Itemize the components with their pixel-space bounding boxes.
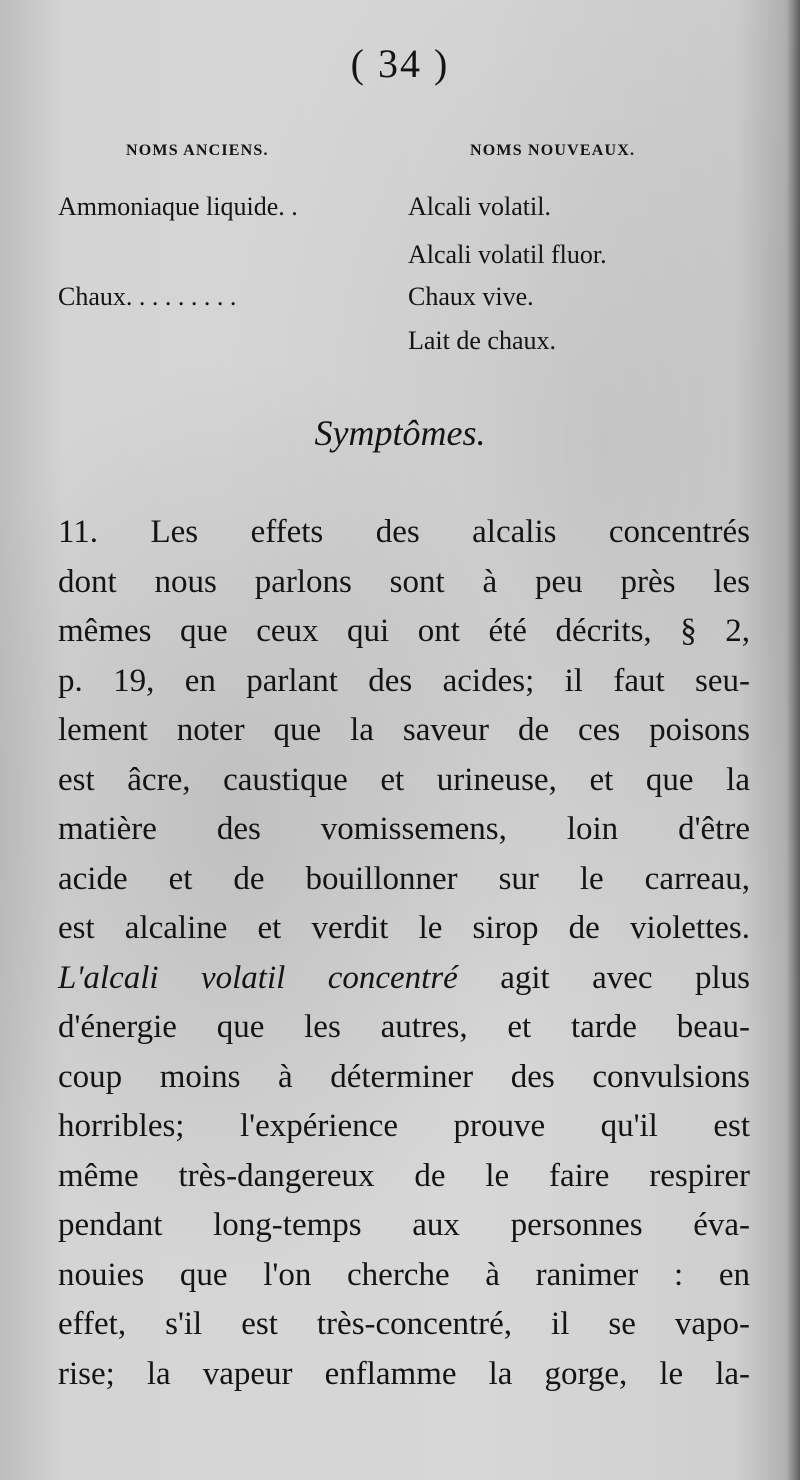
text-line: nouies que l'on cherche à ranimer : en	[58, 1256, 750, 1293]
body-paragraph	[58, 508, 750, 1399]
text-line: 11. Les effets des alcalis concentrés	[58, 514, 750, 550]
new-name: Alcali volatil fluor.	[408, 240, 607, 269]
text-line: horribles; l'expérience prouve qu'il est	[58, 1108, 750, 1144]
section-title: Symptômes.	[314, 413, 486, 453]
text-line: coup moins à déterminer des convulsions	[58, 1058, 750, 1095]
page-edge-shadow	[786, 0, 800, 1480]
text-line: rise; la vapeur enflamme la gorge, le la-	[58, 1355, 750, 1392]
old-name: Chaux. . . . . . . . .	[58, 282, 237, 311]
text-line: est alcaline et verdit le sirop de violettes.	[58, 910, 750, 946]
new-name: Chaux vive.	[408, 282, 534, 311]
text-line: mêmes que ceux qui ont été décrits, § 2,	[58, 613, 750, 649]
column-header-old-names: NOMS ANCIENS.	[126, 142, 269, 159]
column-header-new-names: NOMS NOUVEAUX.	[470, 142, 636, 159]
old-name: Ammoniaque liquide. .	[58, 192, 298, 221]
text-line: dont nous parlons sont à peu près les	[58, 563, 750, 600]
text-line: est âcre, caustique et urineuse, et que la	[58, 761, 750, 798]
italic-phrase: L'alcali volatil concentré	[58, 959, 458, 996]
text-line-italic	[58, 954, 750, 1004]
text-line: lement noter que la saveur de ces poisons	[58, 712, 750, 748]
new-name: Lait de chaux.	[408, 326, 556, 355]
page-number: ( 34 )	[350, 41, 450, 86]
text-line: p. 19, en parlant des acides; il faut seu-	[58, 662, 750, 699]
text-line: effet, s'il est très-concentré, il se vapo-	[58, 1306, 750, 1342]
text-line: même très-dangereux de le faire respirer	[58, 1157, 750, 1194]
new-name: Alcali volatil.	[408, 192, 551, 221]
line-rest: agit avec plus	[457, 959, 751, 996]
text-line: pendant long-temps aux personnes éva-	[58, 1207, 750, 1243]
text-line: d'énergie que les autres, et tarde beau-	[58, 1009, 750, 1045]
text-line: matière des vomissemens, loin d'être	[58, 811, 750, 847]
text-line: acide et de bouillonner sur le carreau,	[58, 860, 750, 897]
